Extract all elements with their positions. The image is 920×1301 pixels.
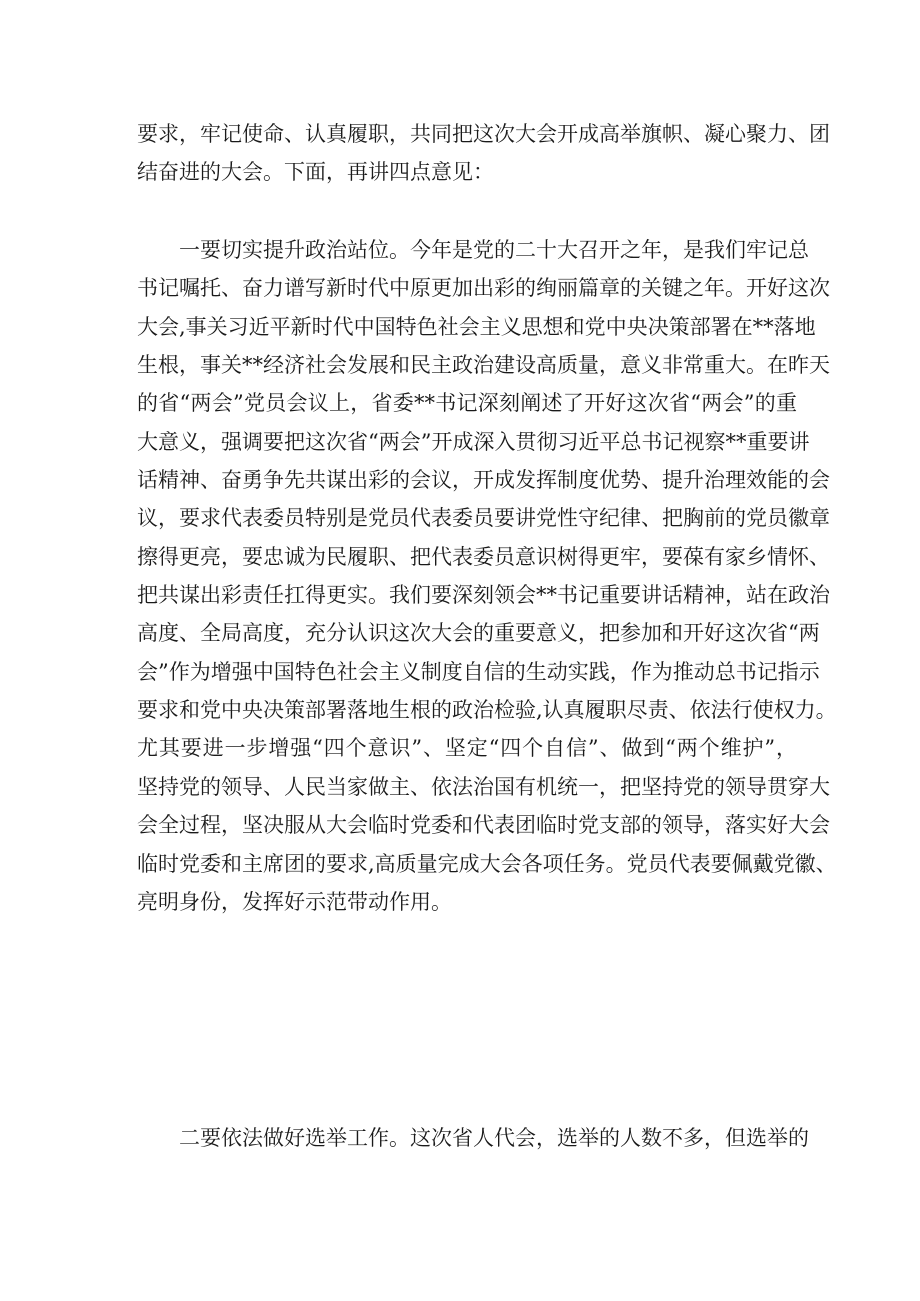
text-line: 生根，事关**经济社会发展和民主政治建设高质量，意义非常重大。在昨天 — [137, 353, 830, 378]
text-line: 尤其要进一步增强“四个意识”、坚定“四个自信”、做到“两个维护”， — [137, 736, 797, 761]
text-line: 把共谋出彩责任扛得更实。我们要深刻领会**书记重要讲话精神，站在政治 — [137, 583, 830, 608]
text-line: 擦得更亮，要忠诚为民履职、把代表委员意识树得更牢，要葆有家乡情怀、 — [137, 544, 830, 569]
text-line: 大意义，强调要把这次省“两会”开成深入贯彻习近平总书记视察**重要讲 — [137, 429, 810, 454]
text-line: 亮明身份，发挥好示范带动作用。 — [137, 889, 452, 914]
text-line: 结奋进的大会。下面，再讲四点意见： — [137, 160, 494, 185]
paragraph-intro-continuation — [137, 115, 830, 192]
text-line: 高度、全局高度，充分认识这次大会的重要意义，把参加和开好这次省“两 — [137, 621, 820, 646]
text-line: 书记嘱托、奋力谱写新时代中原更加出彩的绚丽篇章的关键之年。开好这次 — [137, 276, 830, 301]
text-line: 会”作为增强中国特色社会主义制度自信的生动实践，作为推动总书记指示 — [137, 659, 820, 684]
text-line: 二要依法做好选举工作。这次省人代会，选举的人数不多，但选举的 — [179, 1126, 809, 1150]
text-line: 一要切实提升政治站位。今年是党的二十大召开之年，是我们牢记总 — [179, 238, 809, 262]
text-line: 要求和党中央决策部署落地生根的政治检验,认真履职尽责、依法行使权力。 — [137, 698, 837, 723]
text-line: 的省“两会”党员会议上，省委**书记深刻阐述了开好这次省“两会”的重 — [137, 391, 797, 416]
text-line: 议，要求代表委员特别是党员代表委员要讲党性守纪律、把胸前的党员徽章 — [137, 506, 830, 531]
text-line: 坚持党的领导、人民当家做主、依法治国有机统一，把坚持党的领导贯穿大 — [137, 774, 830, 799]
paragraph-point-two — [137, 1119, 809, 1157]
text-line: 要求，牢记使命、认真履职，共同把这次大会开成高举旗帜、凝心聚力、团 — [137, 122, 830, 146]
text-line: 临时党委和主席团的要求,高质量完成大会各项任务。党员代表要佩戴党徽、 — [137, 851, 837, 876]
text-line: 会全过程，坚决服从大会临时党委和代表团临时党支部的领导，落实好大会 — [137, 813, 830, 838]
paragraph-point-one — [137, 231, 837, 921]
text-line: 话精神、奋勇争先共谋出彩的会议，开成发挥制度优势、提升治理效能的会 — [137, 468, 830, 493]
text-line: 大会,事关习近平新时代中国特色社会主义思想和党中央决策部署在**落地 — [137, 314, 816, 339]
